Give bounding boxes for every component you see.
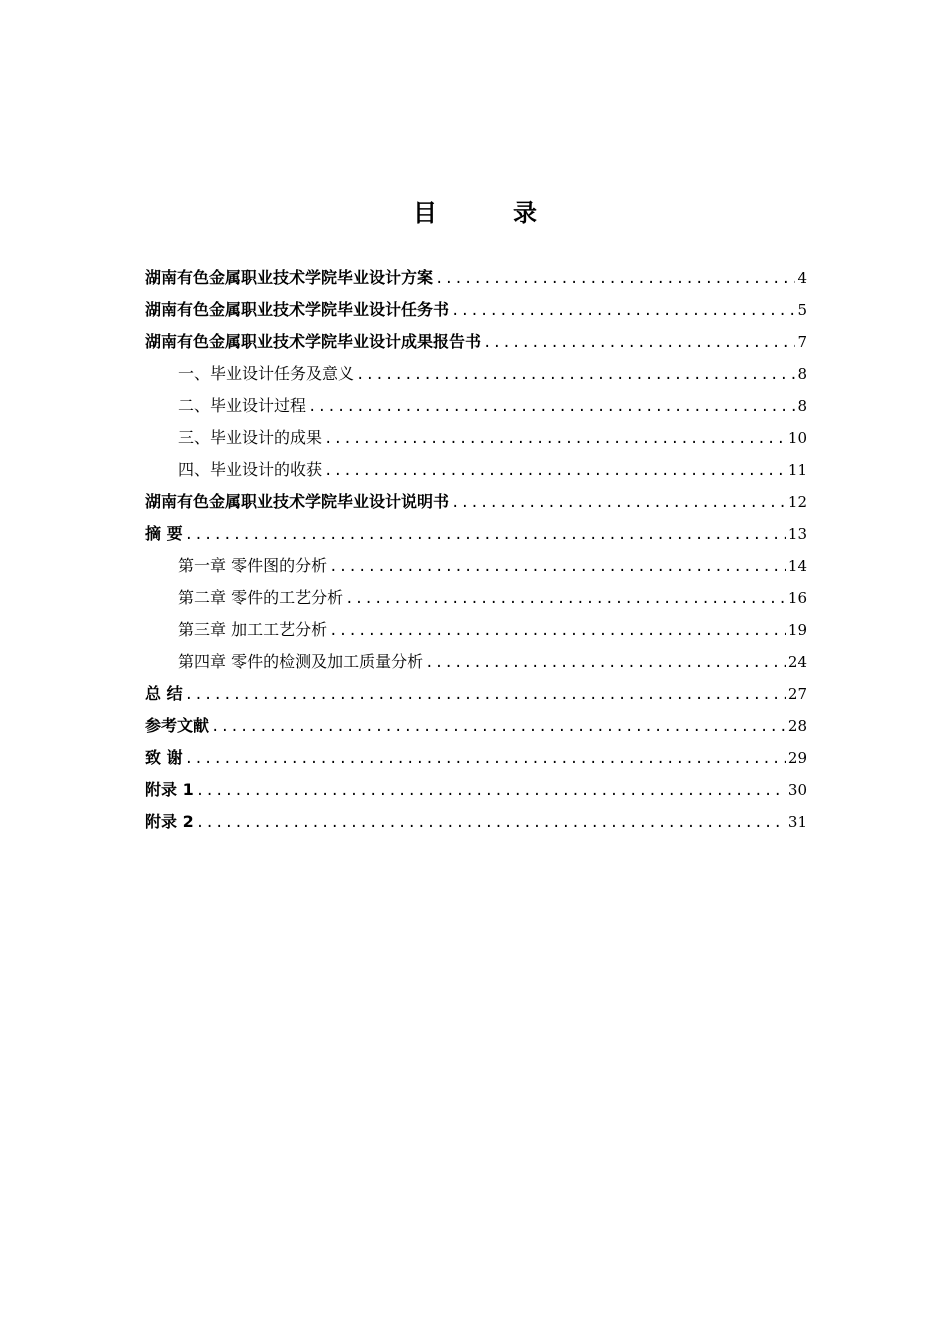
- toc-dot-leader: [324, 423, 786, 454]
- toc-dot-leader: [211, 711, 786, 742]
- toc-page-number: 28: [787, 717, 807, 735]
- toc-dot-leader: [185, 679, 786, 710]
- toc-dot-leader: [451, 295, 795, 326]
- toc-entry-label: 四、毕业设计的收获: [178, 460, 323, 479]
- toc-entry[interactable]: [145, 710, 807, 742]
- toc-subentry[interactable]: [145, 614, 807, 646]
- toc-entry-label: 摘 要: [145, 524, 183, 543]
- toc-subentry[interactable]: [145, 454, 807, 486]
- toc-page-number: 29: [787, 749, 807, 767]
- toc-page-number: 8: [797, 397, 807, 415]
- toc-page-number: 31: [787, 813, 807, 831]
- toc-subentry[interactable]: [145, 582, 807, 614]
- toc-dot-leader: [329, 615, 786, 646]
- toc-dot-leader: [356, 359, 795, 390]
- toc-subentry[interactable]: [145, 550, 807, 582]
- toc-page-number: 14: [787, 557, 807, 575]
- toc-entry-label: 第一章 零件图的分析: [178, 556, 328, 575]
- toc-entry-label: 第二章 零件的工艺分析: [178, 588, 344, 607]
- toc-page-number: 27: [787, 685, 807, 703]
- toc-page-number: 5: [797, 301, 807, 319]
- toc-entry[interactable]: [145, 262, 807, 294]
- toc-page-number: 30: [787, 781, 807, 799]
- toc-entry[interactable]: [145, 742, 807, 774]
- toc-entry-label: 第四章 零件的检测及加工质量分析: [178, 652, 424, 671]
- toc-dot-leader: [185, 743, 786, 774]
- toc-dot-leader: [435, 263, 795, 294]
- toc-page-number: 19: [787, 621, 807, 639]
- toc-entry-label: 二、毕业设计过程: [178, 396, 307, 415]
- toc-entry[interactable]: [145, 294, 807, 326]
- toc-dot-leader: [425, 647, 786, 678]
- toc-entry-label: 湖南有色金属职业技术学院毕业设计方案: [145, 268, 434, 287]
- toc-subentry[interactable]: [145, 422, 807, 454]
- toc-entry-label: 湖南有色金属职业技术学院毕业设计成果报告书: [145, 332, 482, 351]
- toc-page-number: 4: [797, 269, 807, 287]
- toc-dot-leader: [483, 327, 795, 358]
- toc-entry-label: 三、毕业设计的成果: [178, 428, 323, 447]
- toc-entry[interactable]: [145, 326, 807, 358]
- toc-subentry[interactable]: [145, 358, 807, 390]
- toc-entry-label: 附录 1: [145, 780, 194, 799]
- toc-entry-label: 湖南有色金属职业技术学院毕业设计说明书: [145, 492, 450, 511]
- page-title: 目 录: [413, 199, 563, 227]
- toc-page-number: 11: [787, 461, 807, 479]
- toc-dot-leader: [324, 455, 786, 486]
- toc-page-number: 10: [787, 429, 807, 447]
- toc-subentry[interactable]: [145, 390, 807, 422]
- toc-entry-label: 附录 2: [145, 812, 194, 831]
- toc-subentry[interactable]: [145, 646, 807, 678]
- toc-entry-label: 参考文献: [145, 716, 210, 735]
- toc-entry[interactable]: [145, 774, 807, 806]
- toc-dot-leader: [451, 487, 786, 518]
- toc-entry-label: 湖南有色金属职业技术学院毕业设计任务书: [145, 300, 450, 319]
- toc-page-number: 13: [787, 525, 807, 543]
- toc-dot-leader: [196, 775, 786, 806]
- toc-page-number: 7: [797, 333, 807, 351]
- toc-page-number: 12: [787, 493, 807, 511]
- toc-dot-leader: [329, 551, 786, 582]
- toc-entry-label: 总 结: [145, 684, 183, 703]
- toc-entry[interactable]: [145, 486, 807, 518]
- toc-dot-leader: [196, 807, 786, 838]
- toc-entry-label: 致 谢: [145, 748, 183, 767]
- toc-dot-leader: [308, 391, 795, 422]
- toc-page-number: 24: [787, 653, 807, 671]
- toc-entry[interactable]: [145, 518, 807, 550]
- toc-entry-label: 第三章 加工工艺分析: [178, 620, 328, 639]
- toc-page-number: 16: [787, 589, 807, 607]
- toc-dot-leader: [345, 583, 786, 614]
- toc-entry[interactable]: [145, 678, 807, 710]
- table-of-contents: [145, 262, 807, 838]
- toc-page-number: 8: [797, 365, 807, 383]
- toc-dot-leader: [185, 519, 786, 550]
- toc-entry[interactable]: [145, 806, 807, 838]
- toc-entry-label: 一、毕业设计任务及意义: [178, 364, 355, 383]
